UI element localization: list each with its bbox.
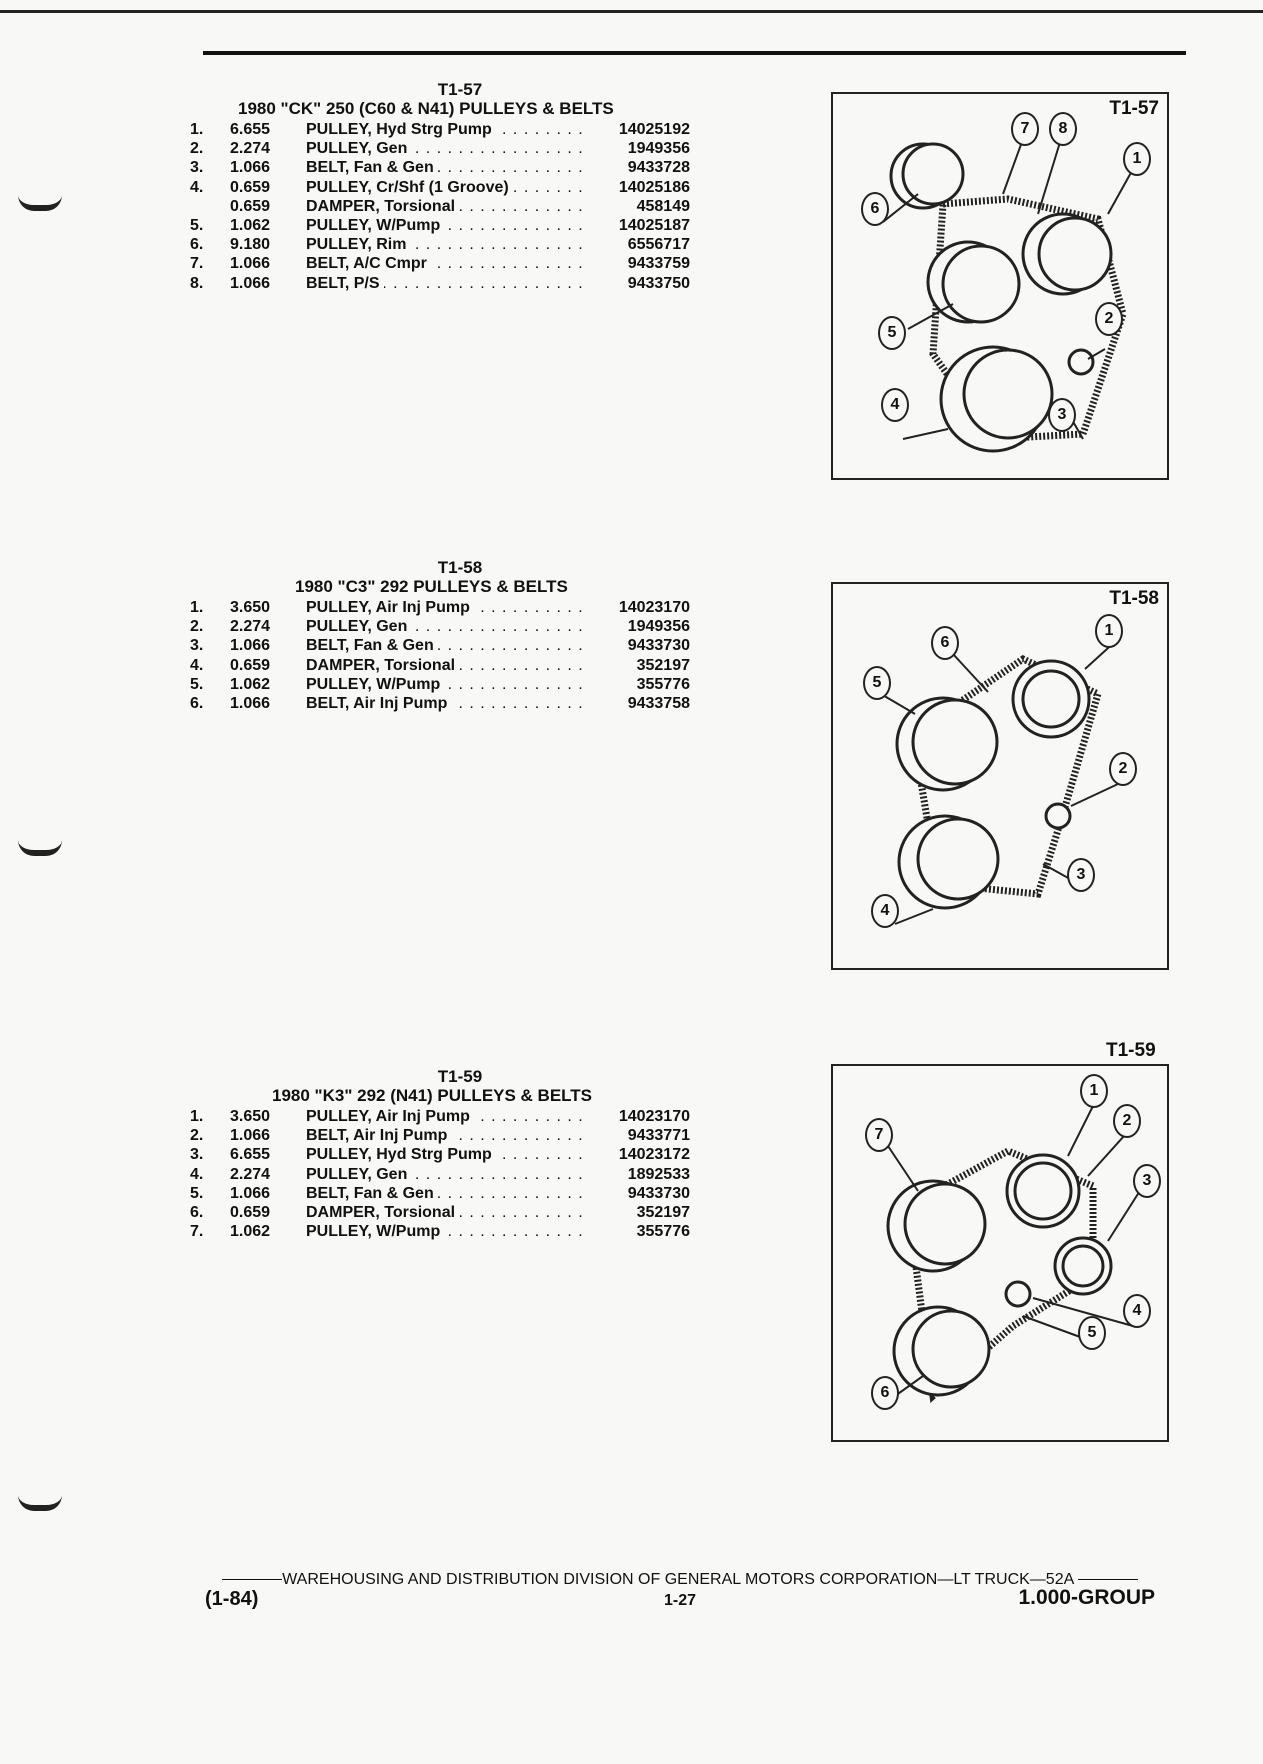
part-row (190, 178, 690, 197)
part-number: 1949356 (590, 139, 690, 158)
part-qty: 1.066 (230, 274, 271, 292)
part-number: 355776 (590, 1222, 690, 1241)
binder-hole-mark (18, 195, 62, 211)
diagram-label: T1-57 (1109, 98, 1159, 119)
part-description (306, 1165, 590, 1184)
part-row (190, 120, 690, 139)
part-description (306, 178, 590, 197)
part-number: 352197 (590, 1203, 690, 1222)
part-index: 6. (190, 695, 204, 713)
part-description-text: PULLEY, Cr/Shf (1 Groove) (306, 179, 513, 196)
part-description-text: BELT, Fan & Gen (306, 1185, 438, 1202)
part-description-text: DAMPER, Torsional (306, 1204, 459, 1221)
parts-list (190, 1107, 690, 1241)
part-description (306, 636, 590, 655)
part-number: 14023172 (590, 1145, 690, 1164)
part-row (190, 1126, 690, 1145)
section-code: T1-57 (437, 80, 483, 99)
footer-date: (1-84) (205, 1588, 259, 1610)
part-number: 9433750 (590, 274, 690, 293)
page-number: 1-27 (663, 1592, 697, 1609)
section-code: T1-58 (437, 558, 483, 577)
part-description-text: PULLEY, W/Pump (306, 217, 444, 234)
diagram-label: T1-59 (1106, 1040, 1156, 1061)
part-description-text: PULLEY, Air Inj Pump (306, 599, 474, 616)
part-description-text: BELT, Air Inj Pump (306, 695, 451, 712)
part-row (190, 274, 690, 293)
callout-number: 2 (1095, 302, 1123, 336)
part-row (190, 636, 690, 655)
part-row (190, 197, 690, 216)
part-description-text: PULLEY, Air Inj Pump (306, 1108, 474, 1125)
part-qty: 1.062 (230, 217, 271, 235)
part-number: 6556717 (590, 235, 690, 254)
part-index: 6. (190, 236, 204, 254)
diagram-t1-59 (831, 1064, 1169, 1442)
part-qty: 1.066 (230, 695, 271, 713)
part-qty: 0.659 (230, 197, 271, 215)
part-description-text: DAMPER, Torsional (306, 657, 459, 674)
parts-list (190, 120, 690, 293)
callout-number: 1 (1095, 614, 1123, 648)
part-index: 5. (190, 1184, 204, 1202)
callout-number: 8 (1049, 112, 1077, 146)
group-number: 1.000-GROUP (1018, 1586, 1155, 1609)
part-description-text: BELT, Fan & Gen (306, 637, 438, 654)
part-description-text: BELT, A/C Cmpr (306, 255, 431, 272)
part-description-text: BELT, P/S (306, 275, 384, 292)
part-index: 4. (190, 1165, 204, 1183)
section-code: T1-59 (437, 1067, 483, 1086)
part-index: 5. (190, 217, 204, 235)
part-description-text: PULLEY, Hyd Strg Pump (306, 121, 496, 138)
diagram-t1-58 (831, 582, 1169, 970)
part-description-text: BELT, Air Inj Pump (306, 1127, 451, 1144)
section-title: 1980 "K3" 292 (N41) PULLEYS & BELTS (272, 1086, 593, 1105)
part-index: 6. (190, 1204, 204, 1222)
parts-section-t1-59 (190, 1067, 690, 1241)
part-qty: 1.062 (230, 675, 271, 693)
callout-number: 3 (1133, 1164, 1161, 1198)
callout-number: 6 (861, 192, 889, 226)
part-number: 1892533 (590, 1165, 690, 1184)
part-row (190, 1107, 690, 1126)
part-index: 4. (190, 178, 204, 196)
callout-number: 6 (871, 1376, 899, 1410)
part-number: 9433759 (590, 254, 690, 273)
part-qty: 3.650 (230, 1108, 271, 1125)
part-index: 8. (190, 274, 204, 292)
part-index: 3. (190, 637, 204, 655)
part-description (306, 617, 590, 636)
part-qty: 6.655 (230, 1146, 271, 1164)
part-qty: 0.659 (230, 178, 271, 196)
footer-publisher: WAREHOUSING AND DISTRIBUTION DIVISION OF GENERAL MOTORS CORPORATION—LT TRUCK—52A (282, 1571, 1074, 1588)
part-number: 9433771 (590, 1126, 690, 1145)
callout-number: 5 (878, 316, 906, 350)
part-index: 2. (190, 1127, 204, 1145)
callout-number: 4 (1123, 1294, 1151, 1328)
part-description (306, 158, 590, 177)
part-description-text: DAMPER, Torsional (306, 198, 459, 215)
part-number: 9433730 (590, 1184, 690, 1203)
part-description (306, 1184, 590, 1203)
callout-number: 2 (1109, 752, 1137, 786)
part-number: 1949356 (590, 617, 690, 636)
part-number: 458149 (590, 197, 690, 216)
part-description (306, 120, 590, 139)
part-index: 1. (190, 599, 204, 616)
part-description (306, 197, 590, 216)
part-qty: 1.066 (230, 1184, 271, 1202)
part-row (190, 656, 690, 675)
parts-section-t1-58 (190, 558, 690, 713)
part-description (306, 139, 590, 158)
part-row (190, 216, 690, 235)
part-number: 355776 (590, 675, 690, 694)
part-description-text: PULLEY, Gen (306, 618, 411, 635)
callout-number: 3 (1067, 858, 1095, 892)
part-row (190, 694, 690, 713)
callout-number: 4 (881, 388, 909, 422)
callout-number: 6 (931, 626, 959, 660)
part-index: 3. (190, 159, 204, 177)
part-description (306, 1126, 590, 1145)
part-row (190, 158, 690, 177)
part-description (306, 656, 590, 675)
part-number: 14025192 (590, 120, 690, 139)
part-description-text: PULLEY, Rim (306, 236, 410, 253)
part-row (190, 1165, 690, 1184)
part-description (306, 274, 590, 293)
part-description (306, 675, 590, 694)
callout-number: 4 (871, 894, 899, 928)
pulley-belt-drawing (833, 94, 1167, 478)
diagram-t1-57 (831, 92, 1169, 480)
part-description (306, 1203, 590, 1222)
part-index: 2. (190, 618, 204, 636)
part-qty: 1.066 (230, 1127, 271, 1145)
part-index: 1. (190, 1108, 204, 1125)
part-row (190, 1222, 690, 1241)
part-number: 9433730 (590, 636, 690, 655)
part-qty: 0.659 (230, 656, 271, 674)
part-row (190, 1184, 690, 1203)
parts-list (190, 598, 690, 713)
part-qty: 3.650 (230, 599, 271, 616)
part-description-text: PULLEY, W/Pump (306, 1223, 444, 1240)
callout-number: 7 (1011, 112, 1039, 146)
part-description (306, 1107, 590, 1126)
part-index: 2. (190, 140, 204, 158)
part-qty: 2.274 (230, 1165, 271, 1183)
part-index: 3. (190, 1146, 204, 1164)
part-description (306, 598, 590, 617)
part-qty: 2.274 (230, 618, 271, 636)
callout-number: 1 (1123, 142, 1151, 176)
part-qty: 9.180 (230, 236, 271, 254)
part-description-text: PULLEY, Gen (306, 140, 411, 157)
part-row (190, 675, 690, 694)
part-number: 14023170 (590, 598, 690, 617)
part-index: 4. (190, 656, 204, 674)
part-row (190, 235, 690, 254)
part-number: 14025187 (590, 216, 690, 235)
part-index (190, 197, 230, 216)
part-description-text: PULLEY, Hyd Strg Pump (306, 1146, 496, 1163)
part-row (190, 139, 690, 158)
part-number: 14025186 (590, 178, 690, 197)
part-index: 7. (190, 1223, 204, 1241)
part-row (190, 254, 690, 273)
part-description (306, 694, 590, 713)
callout-number: 5 (1078, 1316, 1106, 1350)
top-rule (0, 10, 1263, 13)
part-description (306, 1222, 590, 1241)
part-row (190, 598, 690, 617)
part-description-text: PULLEY, Gen (306, 1166, 411, 1183)
part-qty: 1.066 (230, 637, 271, 655)
part-qty: 6.655 (230, 121, 271, 138)
part-description (306, 216, 590, 235)
part-description (306, 1145, 590, 1164)
part-row (190, 1203, 690, 1222)
part-qty: 1.066 (230, 255, 271, 273)
part-description-text: PULLEY, W/Pump (306, 676, 444, 693)
part-number: 352197 (590, 656, 690, 675)
part-qty: 1.062 (230, 1223, 271, 1241)
callout-number: 7 (865, 1118, 893, 1152)
part-index: 7. (190, 255, 204, 273)
section-title: 1980 "C3" 292 PULLEYS & BELTS (295, 577, 568, 596)
part-row (190, 617, 690, 636)
part-number: 9433758 (590, 694, 690, 713)
header-rule (203, 51, 1186, 55)
part-description (306, 254, 590, 273)
callout-number: 3 (1048, 398, 1076, 432)
part-description (306, 235, 590, 254)
part-index: 1. (190, 121, 204, 138)
part-index: 5. (190, 675, 204, 693)
footer-rule (222, 1579, 282, 1580)
callout-number: 1 (1080, 1074, 1108, 1108)
diagram-label: T1-58 (1109, 588, 1159, 609)
part-number: 9433728 (590, 158, 690, 177)
binder-hole-mark (18, 1495, 62, 1511)
section-title: 1980 "CK" 250 (C60 & N41) PULLEYS & BELTS (238, 99, 614, 118)
callout-number: 2 (1113, 1104, 1141, 1138)
part-number: 14023170 (590, 1107, 690, 1126)
parts-section-t1-57 (190, 80, 690, 293)
part-qty: 2.274 (230, 140, 271, 158)
part-qty: 1.066 (230, 159, 271, 177)
part-row (190, 1145, 690, 1164)
footer-rule (1078, 1579, 1138, 1580)
part-qty: 0.659 (230, 1204, 271, 1222)
part-description-text: BELT, Fan & Gen (306, 159, 438, 176)
callout-number: 5 (863, 666, 891, 700)
binder-hole-mark (18, 840, 62, 856)
